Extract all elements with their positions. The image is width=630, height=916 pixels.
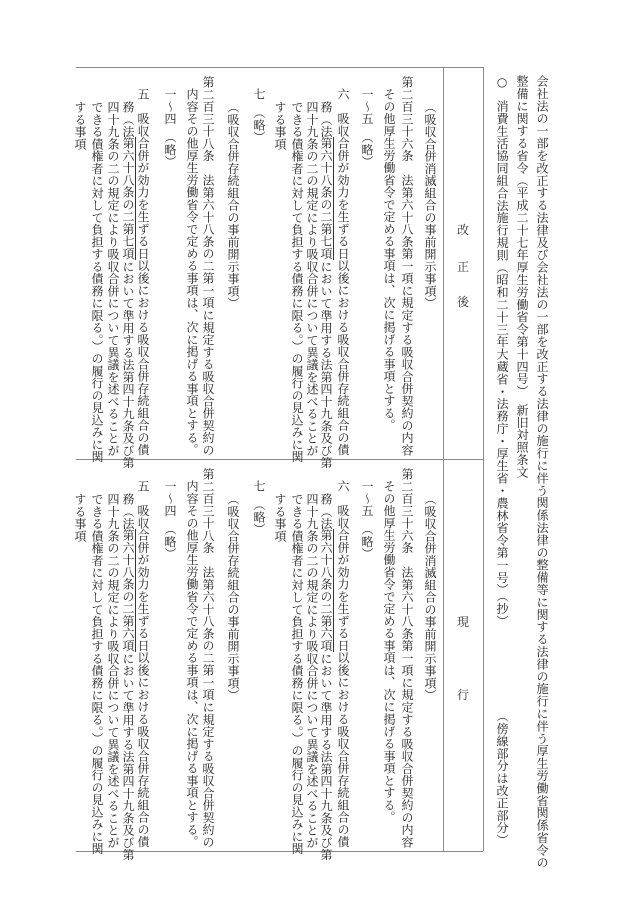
document-title-line-1: 会社法の一部を改正する法律及び会社法の一部を改正する法律の施行に伴う関係法律の整備等に関する法律の施行に伴う厚生労働省関係省令の xyxy=(535,75,549,869)
current-text-line: する事項 xyxy=(73,492,87,542)
text-segment: において準用する法第四十九条及び第 xyxy=(121,259,135,469)
current-text-line: 内容その他厚生労働省令で定める事項は、次に掲げる事項とする。 xyxy=(185,480,199,849)
header-revised-char: 改 xyxy=(456,223,469,237)
current-text-line: できる債権者に対して負担する債務に限る。）の履行の見込みに関 xyxy=(290,492,304,855)
revised-text-line: （吸収合併消滅組合の事前開示事項） xyxy=(423,100,437,309)
amended-underlined-text: 第六十八条の二第六項 xyxy=(319,529,333,652)
revised-text-line xyxy=(121,101,135,469)
revised-text-line: その他厚生労働省令で定める事項は、次に掲げる事項とする。 xyxy=(382,88,396,432)
underline-note: （傍線部分は改正部分） xyxy=(495,710,509,847)
current-text-line: 第二百三十六条 法第六十八条第一項に規定する吸収合併契約の内容 xyxy=(400,468,414,849)
text-segment: 務（法 xyxy=(121,492,135,530)
header-current-char: 現 xyxy=(456,615,469,629)
text-segment: において準用する法第四十九条及び第 xyxy=(319,651,333,861)
revised-text-line: する事項 xyxy=(273,100,287,150)
amended-underlined-text: 第六十八条の二第六項 xyxy=(121,529,135,652)
text-segment: 務（法 xyxy=(319,100,333,138)
current-text-line: （吸収合併消滅組合の事前開示事項） xyxy=(423,492,437,701)
current-text-line: 七 （略） xyxy=(252,480,266,536)
current-text-line: 四十九条の二の規定により吸収合併について異議を述べることが xyxy=(305,492,319,849)
revised-text-line: できる債権者に対して負担する債務に限る。）の履行の見込みに関 xyxy=(290,100,304,463)
table-right-border xyxy=(483,67,484,851)
text-segment: 務（法 xyxy=(319,492,333,530)
revised-text-line: 一～四 （略） xyxy=(163,88,177,169)
revised-text-line: 第二百三十八条 法第六十八条の二第一項に規定する吸収合併契約の xyxy=(201,76,215,457)
current-text-line: 一～四 （略） xyxy=(163,480,177,561)
header-revised-char: 正 xyxy=(456,260,469,274)
document-title-line-2: 整備に関する省令（平成二十七年厚生労働省令第十四号） 新旧対照条文 xyxy=(515,75,529,479)
revised-text-line: する事項 xyxy=(73,100,87,150)
current-text-line: 五 吸収合併が効力を生ずる日以後における吸収合併存続組合の債 xyxy=(136,480,150,849)
circle-marker-icon: ○ xyxy=(495,75,509,90)
text-segment: 務（法 xyxy=(121,100,135,138)
header-column-divider xyxy=(443,67,444,851)
amended-underlined-text: 第六十八条の二第七項 xyxy=(121,137,135,260)
revised-text-line: 一～五 （略） xyxy=(360,88,374,169)
revised-text-line xyxy=(319,101,333,469)
revised-text-line: 五 吸収合併が効力を生ずる日以後における吸収合併存続組合の債 xyxy=(136,88,150,457)
current-text-line: 第二百三十八条 法第六十八条の二第一項に規定する吸収合併契約の xyxy=(201,468,215,849)
table-bottom-border xyxy=(76,851,483,852)
current-text-line: 六 吸収合併が効力を生ずる日以後における吸収合併存続組合の債 xyxy=(336,480,350,849)
current-text-line: できる債権者に対して負担する債務に限る。）の履行の見込みに関 xyxy=(90,492,104,855)
text-segment: において準用する法第四十九条及び第 xyxy=(121,651,135,861)
current-text-line xyxy=(121,493,135,861)
header-current-char: 行 xyxy=(456,688,469,702)
law-name: 消費生活協同組合法施行規則（昭和二十三年大蔵省・法務庁・厚生省・農林省令第一号）（抄） xyxy=(495,100,509,628)
revised-text-line: できる債権者に対して負担する債務に限る。）の履行の見込みに関 xyxy=(90,100,104,463)
revised-text-line: 四十九条の二の規定により吸収合併について異議を述べることが xyxy=(305,100,319,457)
header-revised-char: 後 xyxy=(456,295,469,309)
revised-text-line: 六 吸収合併が効力を生ずる日以後における吸収合併存続組合の債 xyxy=(336,88,350,457)
revised-text-line: 七 （略） xyxy=(252,88,266,144)
current-text-line: その他厚生労働省令で定める事項は、次に掲げる事項とする。 xyxy=(382,480,396,824)
revised-text-line: 第二百三十六条 法第六十八条第一項に規定する吸収合併契約の内容 xyxy=(400,76,414,457)
current-text-line xyxy=(319,493,333,861)
current-text-line: （吸収合併存続組合の事前開示事項） xyxy=(226,492,240,701)
revised-text-line: 内容その他厚生労働省令で定める事項は、次に掲げる事項とする。 xyxy=(185,88,199,457)
current-text-line: する事項 xyxy=(273,492,287,542)
revised-text-line: （吸収合併存続組合の事前開示事項） xyxy=(226,100,240,309)
current-text-line: 一～五 （略） xyxy=(360,480,374,561)
table-middle-divider xyxy=(76,459,483,460)
revised-text-line: 四十九条の二の規定により吸収合併について異議を述べることが xyxy=(106,100,120,457)
table-top-border xyxy=(76,67,483,68)
text-segment: において準用する法第四十九条及び第 xyxy=(319,259,333,469)
current-text-line: 四十九条の二の規定により吸収合併について異議を述べることが xyxy=(106,492,120,849)
amended-underlined-text: 第六十八条の二第七項 xyxy=(319,137,333,260)
